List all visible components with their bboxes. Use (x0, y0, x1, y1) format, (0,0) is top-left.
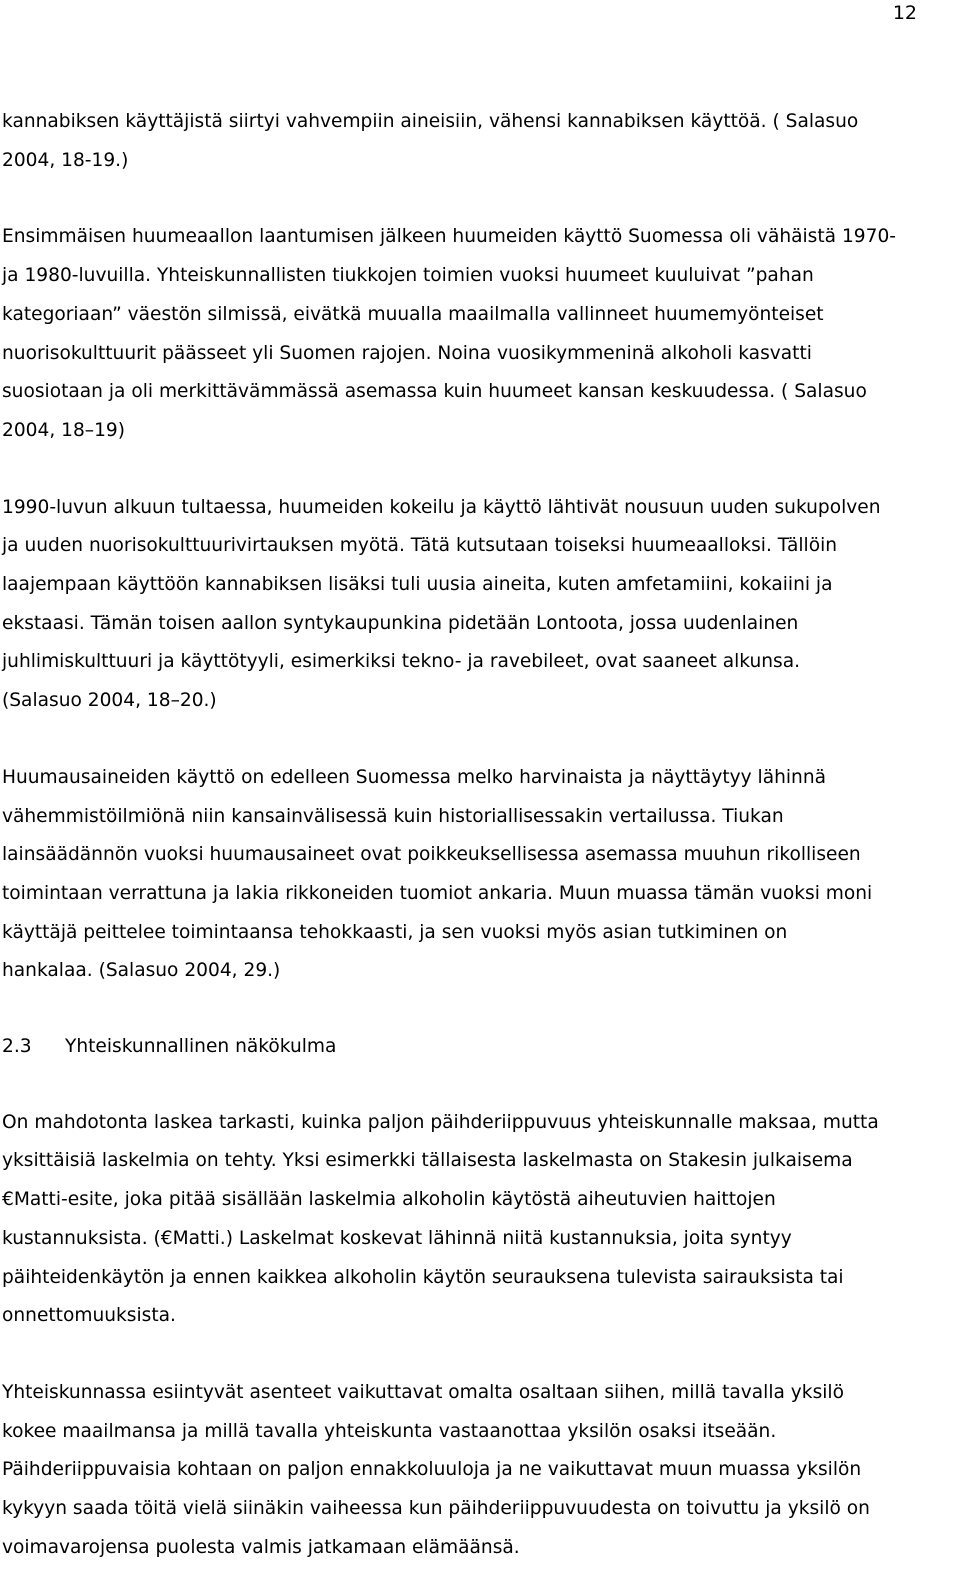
text-line: onnettomuuksista. (2, 1305, 176, 1327)
paragraph (2, 218, 942, 450)
text-line: käyttäjä peittelee toimintaansa tehokkaasti, ja sen vuoksi myös asian tutkiminen on (2, 921, 788, 943)
section-title: Yhteiskunnallinen näkökulma (65, 1036, 337, 1058)
paragraph (2, 103, 942, 180)
text-line: kategoriaan” väestön silmissä, eivätkä muualla maailmalla vallinneet huumemyönteiset (2, 303, 824, 325)
text-line: nuorisokulttuurit päässeet yli Suomen rajojen. Noina vuosikymmeninä alkoholi kasvatti (2, 342, 812, 364)
text-line: ja 1980-luvuilla. Yhteiskunnallisten tiukkojen toimien vuoksi huumeet kuuluivat ”pahan (2, 265, 814, 287)
text-line: ekstaasi. Tämän toisen aallon syntykaupunkina pidetään Lontoota, jossa uudenlainen (2, 612, 799, 634)
text-line: yksittäisiä laskelmia on tehty. Yksi esimerkki tällaisesta laskelmasta on Stakesin julkaisema (2, 1150, 853, 1172)
text-line: Huumausaineiden käyttö on edelleen Suomessa melko harvinaista ja näyttäytyy lähinnä (2, 766, 827, 788)
text-line: hankalaa. (Salasuo 2004, 29.) (2, 960, 281, 982)
text-line: 2004, 18-19.) (2, 149, 129, 171)
text-line: laajempaan käyttöön kannabiksen lisäksi tuli uusia aineita, kuten amfetamiini, kokaiini ja (2, 574, 833, 596)
text-line: €Matti-esite, joka pitää sisällään laskelmia alkoholin käytöstä aiheutuvien haittojen (2, 1189, 776, 1211)
text-line: Yhteiskunnassa esiintyvät asenteet vaikuttavat omalta osaltaan siihen, millä tavalla yksilö (2, 1381, 844, 1403)
text-line: kannabiksen käyttäjistä siirtyi vahvempiin aineisiin, vähensi kannabiksen käyttöä. ( Salasuo (2, 111, 859, 132)
page-number: 12 (892, 2, 917, 24)
text-line: lainsäädännön vuoksi huumausaineet ovat poikkeuksellisessa asemassa muuhun rikolliseen (2, 844, 861, 866)
text-line: (Salasuo 2004, 18–20.) (2, 690, 217, 712)
text-line: 2004, 18–19) (2, 419, 126, 441)
section-heading (2, 1028, 942, 1067)
document-body (2, 103, 942, 1568)
paragraph (2, 1104, 942, 1336)
text-line: päihteidenkäytön ja ennen kaikkea alkoholin käytön seurauksena tulevista sairauksista tai (2, 1266, 844, 1288)
text-line: Ensimmäisen huumeaallon laantumisen jälkeen huumeiden käyttö Suomessa oli vähäistä 1970- (2, 226, 896, 248)
text-line: suosiotaan ja oli merkittävämmässä asemassa kuin huumeet kansan keskuudessa. ( Salasuo (2, 381, 867, 403)
text-line: kustannuksista. (€Matti.) Laskelmat koskevat lähinnä niitä kustannuksia, joita syntyy (2, 1227, 792, 1249)
text-line: Päihderiippuvaisia kohtaan on paljon ennakkoluuloja ja ne vaikuttavat muun muassa yksilön (2, 1459, 862, 1481)
text-line: voimavarojensa puolesta valmis jatkamaan elämäänsä. (2, 1536, 520, 1558)
text-line: ja uuden nuorisokulttuurivirtauksen myötä. Tätä kutsutaan toiseksi huumeaalloksi. Tällöin (2, 535, 838, 557)
paragraph (2, 1374, 942, 1568)
text-line: On mahdotonta laskea tarkasti, kuinka paljon päihderiippuvuus yhteiskunnalle maksaa, mutta (2, 1111, 879, 1133)
text-line: toimintaan verrattuna ja lakia rikkoneiden tuomiot ankaria. Muun muassa tämän vuoksi moni (2, 882, 873, 904)
paragraph (2, 759, 942, 991)
paragraph (2, 489, 942, 721)
section-number: 2.3 (2, 1036, 32, 1058)
text-line: kykyyn saada töitä vielä siinäkin vaiheessa kun päihderiippuvuudesta on toivuttu ja yksilö on (2, 1498, 870, 1520)
text-line: vähemmistöilmiönä niin kansainvälisessä kuin historiallisessakin vertailussa. Tiukan (2, 805, 784, 827)
text-line: juhlimiskulttuuri ja käyttötyyli, esimerkiksi tekno- ja ravebileet, ovat saaneet alkunsa. (2, 651, 801, 673)
text-line: 1990-luvun alkuun tultaessa, huumeiden kokeilu ja käyttö lähtivät nousuun uuden sukupolven (2, 496, 881, 518)
text-line: kokee maailmansa ja millä tavalla yhteiskunta vastaanottaa yksilön osaksi itseään. (2, 1420, 777, 1442)
